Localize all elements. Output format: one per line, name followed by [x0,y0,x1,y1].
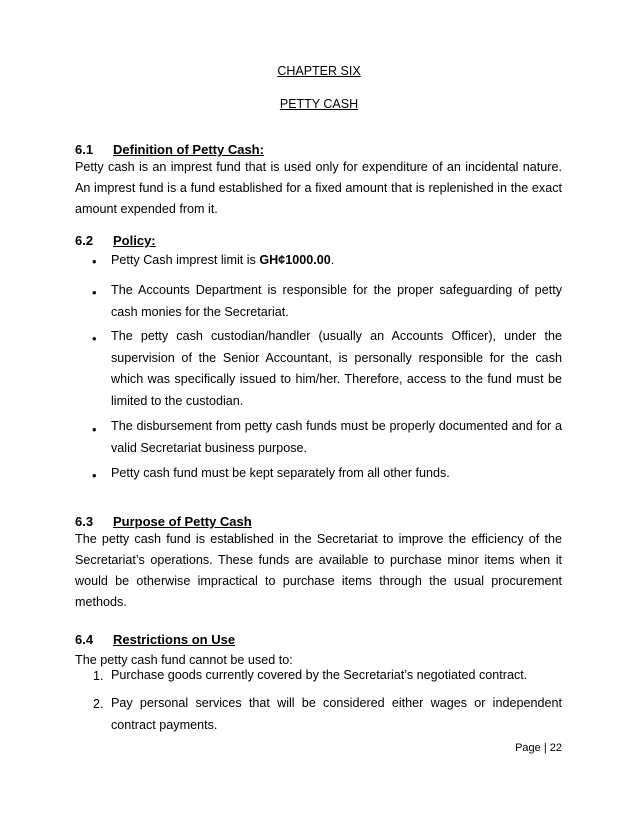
bullet-icon: • [92,285,97,300]
section-number: 6.4 [75,632,94,647]
restriction-item-2: Pay personal services that will be considered either wages or independent contract payments. [111,696,562,732]
policy-bullet-5: Petty cash fund must be kept separately from all other funds. [111,466,450,480]
restriction-item-1: Purchase goods currently covered by the Secretariat’s negotiated contract. [111,668,528,682]
section-title: Purpose of Petty Cash [113,514,252,529]
section-title: Restrictions on Use [113,632,236,647]
section-6-3-paragraph: The petty cash fund is established in the Secretariat to improve the efficiency of the Secretariat’s operations. These funds are available to purchase minor items when it would be otherwise impractical to purchase items through the usual procurement methods. [75,532,562,609]
restrictions-intro: The petty cash fund cannot be used to: [75,653,293,667]
policy-bullet-3: The petty cash custodian/handler (usually an Accounts Officer), under the supervision of the Senior Accountant, is personally responsible for the cash which was specifically issued to him/her. Therefore, access to the fund must be limited to the custodian. [111,329,562,408]
list-number: 1. [93,669,104,683]
chapter-title: PETTY CASH [279,97,359,111]
section-heading-6-1 [75,142,264,157]
bullet-text: Petty Cash imprest limit is [111,253,260,267]
section-heading-6-2 [75,233,156,248]
bullet-icon: • [92,254,97,269]
section-number: 6.2 [75,233,94,248]
section-6-1-paragraph: Petty cash is an imprest fund that is used only for expenditure of an incidental nature. An imprest fund is a fund established for a fixed amount that is replenished in the exact amount expended from it. [75,160,562,216]
page-number: Page | 22 [515,742,562,754]
section-number: 6.3 [75,514,94,529]
bullet-icon: • [92,331,97,346]
policy-bullet-2: The Accounts Department is responsible for the proper safeguarding of petty cash monies for the Secretariat. [111,283,562,319]
section-heading-6-4 [75,632,235,647]
section-title: Policy: [113,233,156,248]
bullet-icon: • [92,422,97,437]
chapter-label: CHAPTER SIX [277,64,361,78]
imprest-limit-amount: GH¢1000.00 [259,253,331,267]
bullet-icon: • [92,468,97,483]
policy-bullet-1 [111,250,562,272]
policy-bullet-4: The disbursement from petty cash funds must be properly documented and for a valid Secretariat business purpose. [111,419,562,455]
section-number: 6.1 [75,142,94,157]
section-heading-6-3 [75,514,252,529]
bullet-text-end: . [330,253,335,267]
list-number: 2. [93,697,104,711]
section-title: Definition of Petty Cash: [113,142,264,157]
